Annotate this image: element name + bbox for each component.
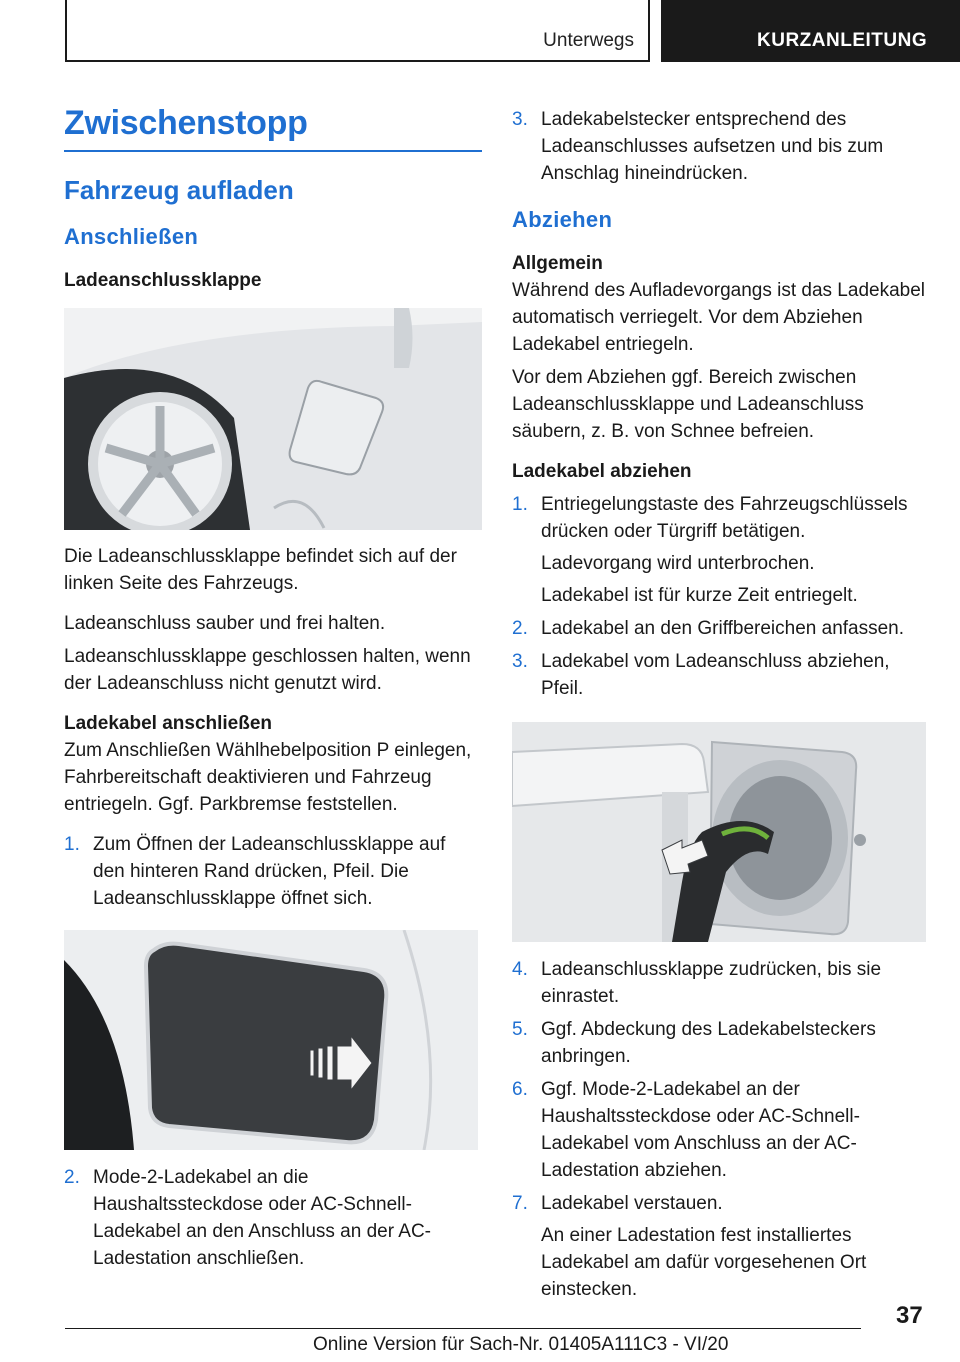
list-item (512, 106, 926, 187)
step-number: 2. (64, 1167, 80, 1188)
step-number: 7. (512, 1193, 528, 1214)
general-text-1: Während des Aufladevorgangs ist das Ladekabel automatisch verriegelt. Vor dem Abziehen Ladekabel entriegeln. (512, 280, 925, 355)
step-note: Ladekabel ist für kurze Zeit entriegelt. (541, 585, 858, 606)
car-side-image (64, 308, 482, 530)
charging-plug-image (512, 722, 926, 942)
step-text: Mode-2-Ladekabel an die Haushaltssteckdose oder AC-Schnell-Ladekabel an den Anschluss an der AC-Ladestation anschließen. (93, 1167, 432, 1269)
step-text: Ladekabel vom Ladeanschluss abziehen, Pfeil. (541, 651, 890, 699)
header-section: Unterwegs (543, 30, 634, 51)
charging-flap-image (64, 930, 478, 1150)
list-item (512, 1016, 926, 1070)
list-item (512, 1076, 926, 1184)
general-text-2: Vor dem Abziehen ggf. Bereich zwischen Ladeanschlussklappe und Ladeanschluss säubern, z. B. von Schnee befreien. (512, 367, 864, 442)
step-number: 5. (512, 1019, 528, 1040)
step-number: 6. (512, 1079, 528, 1100)
hatch-heading: Ladeanschlussklappe (64, 270, 262, 291)
left-column (64, 96, 482, 1272)
page-number: 37 (896, 1302, 923, 1329)
step-text: Ggf. Abdeckung des Ladekabelsteckers anbringen. (541, 1019, 876, 1067)
header-frame (65, 0, 650, 62)
step-text: Zum Öffnen der Ladeanschlussklappe auf den hinteren Rand drücken, Pfeil. Die Ladeanschlussklappe öffnet sich. (93, 834, 446, 909)
general-heading: Allgemein (512, 253, 603, 274)
step-text: Ladekabelstecker entsprechend des Ladeanschlusses aufsetzen und bis zum Anschlag hineindrücken. (541, 109, 884, 184)
step-note: An einer Ladestation fest installiertes Ladekabel am dafür vorgesehenen Ort einstecken. (541, 1225, 867, 1300)
list-item (512, 956, 926, 1010)
connect-heading: Ladekabel anschließen (64, 713, 273, 734)
step-number: 3. (512, 109, 528, 130)
subtitle: Fahrzeug aufladen (64, 175, 294, 205)
section-heading-remove: Abziehen (512, 207, 613, 232)
list-item (512, 615, 926, 642)
step-number: 1. (64, 834, 80, 855)
list-item (512, 648, 926, 702)
step-text: Ladekabel an den Griffbereichen anfassen. (541, 618, 905, 639)
list-item (64, 1164, 482, 1272)
footer-rule (65, 1328, 861, 1329)
list-item (64, 831, 482, 912)
step-note: Ladevorgang wird unterbrochen. (541, 553, 815, 574)
footer-online-version: Online Version für Sach-Nr. 01405A111C3 - VI/20 (313, 1334, 729, 1355)
list-item (512, 491, 926, 545)
page-title: Zwischenstopp (64, 104, 308, 142)
connect-intro: Zum Anschließen Wählhebelposition P einlegen, Fahrbereitschaft deaktivieren und Fahrzeug entriegeln. Ggf. Parkbremse feststellen. (64, 740, 472, 815)
header-chapter: KURZANLEITUNG (661, 0, 960, 62)
hatch-closed-text: Ladeanschlussklappe geschlossen halten, wenn der Ladeanschluss nicht genutzt wird. (64, 646, 471, 694)
step-number: 4. (512, 959, 528, 980)
step-number: 2. (512, 618, 528, 639)
step-text: Ladeanschlussklappe zudrücken, bis sie einrastet. (541, 959, 882, 1007)
page-header (0, 0, 960, 66)
section-heading-connect: Anschließen (64, 224, 199, 249)
hatch-location-text: Die Ladeanschlussklappe befindet sich auf der linken Seite des Fahrzeugs. (64, 546, 457, 594)
remove-heading: Ladekabel abziehen (512, 461, 692, 482)
right-column (512, 106, 926, 1303)
step-number: 1. (512, 494, 528, 515)
title-rule (64, 150, 482, 152)
step-number: 3. (512, 651, 528, 672)
step-text: Ggf. Mode-2-Ladekabel an der Haushaltssteckdose oder AC-Schnell-Ladekabel vom Anschluss an der AC-Ladestation abziehen. (541, 1079, 860, 1181)
step-text: Ladekabel verstauen. (541, 1193, 723, 1214)
step-text: Entriegelungstaste des Fahrzeugschlüssels drücken oder Türgriff betätigen. (541, 494, 908, 542)
list-item (512, 1190, 926, 1217)
hatch-clean-text: Ladeanschluss sauber und frei halten. (64, 613, 386, 634)
